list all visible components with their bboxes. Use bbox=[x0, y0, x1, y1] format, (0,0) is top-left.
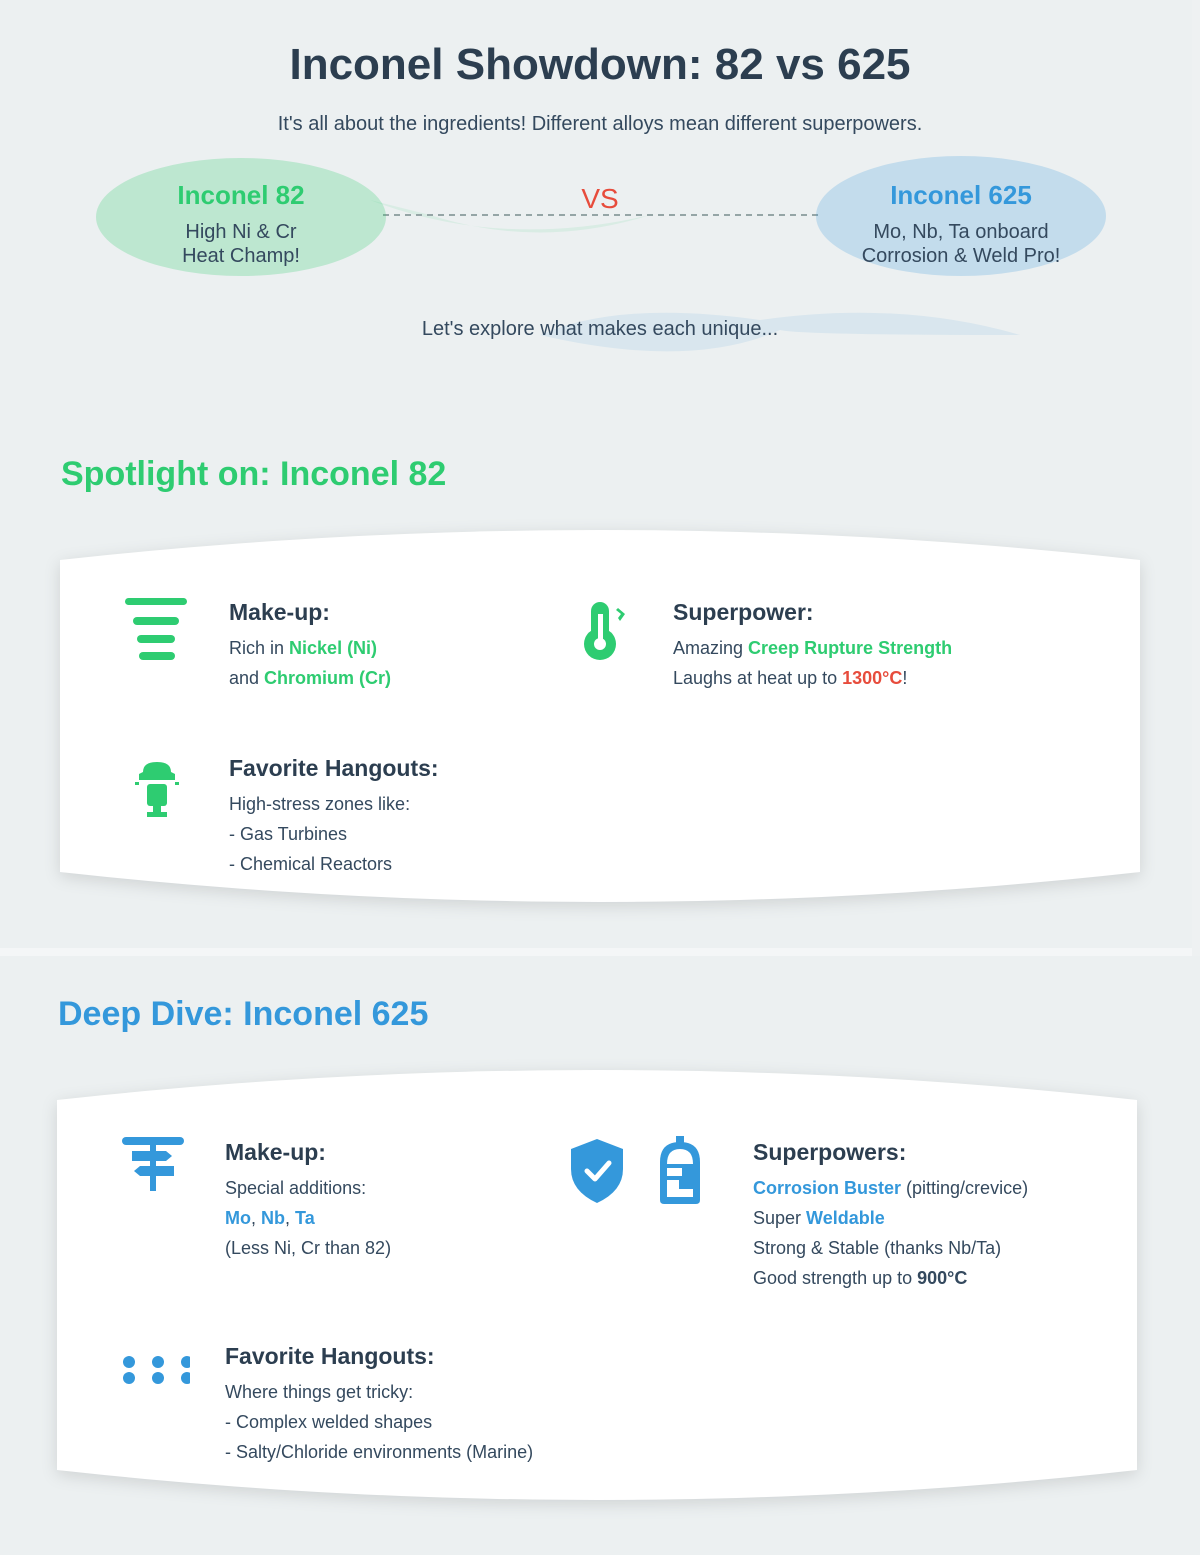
shield-check-icon bbox=[568, 1137, 626, 1205]
section82-title: Spotlight on: Inconel 82 bbox=[61, 455, 447, 493]
superpowers625-l2-pre: Super bbox=[753, 1208, 807, 1228]
makeup625-nb: Nb bbox=[261, 1208, 286, 1228]
makeup625-ta: Ta bbox=[295, 1208, 315, 1228]
makeup82-chromium: Chromium (Cr) bbox=[264, 668, 392, 688]
valve-icon bbox=[133, 760, 181, 820]
list-icon bbox=[125, 597, 187, 663]
superpower82-temp: 1300°C bbox=[842, 668, 903, 688]
superpowers625-l3: Strong & Stable (thanks Nb/Ta) bbox=[753, 1238, 1002, 1258]
makeup625-l3: (Less Ni, Cr than 82) bbox=[225, 1238, 392, 1258]
superpower82-l1-pre: Amazing bbox=[673, 638, 749, 658]
superpower82-l2-pre: Laughs at heat up to bbox=[673, 668, 843, 688]
section625-hangouts-text bbox=[225, 1377, 645, 1467]
section82-makeup-title: Make-up: bbox=[229, 599, 330, 625]
section625-makeup-title: Make-up: bbox=[225, 1139, 326, 1165]
section82-superpower-title: Superpower: bbox=[673, 599, 814, 625]
section625-superpowers-text bbox=[753, 1173, 1133, 1293]
section-divider bbox=[0, 948, 1200, 956]
hangouts82-line: High-stress zones like: bbox=[229, 794, 411, 814]
section625-hangouts-title: Favorite Hangouts: bbox=[225, 1343, 435, 1369]
vs-label: VS bbox=[581, 183, 619, 214]
section625-title: Deep Dive: Inconel 625 bbox=[58, 995, 429, 1033]
thermometer-icon bbox=[580, 600, 632, 664]
page-title: Inconel Showdown: 82 vs 625 bbox=[289, 40, 911, 89]
hangouts625-line: - Complex welded shapes bbox=[225, 1412, 433, 1432]
alloy82-badge-line1: High Ni & Cr bbox=[185, 221, 297, 243]
dots-icon bbox=[120, 1355, 190, 1387]
makeup625-l1: Special additions: bbox=[225, 1178, 367, 1198]
section82-superpower-text bbox=[673, 633, 1073, 693]
section625-makeup-text bbox=[225, 1173, 545, 1263]
section82-hangouts-text bbox=[229, 789, 629, 879]
alloy82-badge-line2: Heat Champ! bbox=[182, 245, 300, 267]
alloy625-badge-line2: Corrosion & Weld Pro! bbox=[861, 245, 1061, 267]
section625-superpowers-title: Superpowers: bbox=[753, 1139, 907, 1165]
superpowers625-l1-post: (pitting/crevice) bbox=[901, 1178, 1029, 1198]
makeup82-l1-pre: Rich in bbox=[229, 638, 290, 658]
makeup625-sep: , bbox=[285, 1208, 296, 1228]
makeup625-sep: , bbox=[251, 1208, 262, 1228]
hangouts625-line: Where things get tricky: bbox=[225, 1382, 414, 1402]
superpower82-l2-post: ! bbox=[902, 668, 908, 688]
signpost-icon bbox=[122, 1137, 184, 1193]
section82-makeup-text bbox=[229, 633, 549, 693]
makeup82-l2-pre: and bbox=[229, 668, 265, 688]
superpowers625-corrosion: Corrosion Buster bbox=[753, 1178, 902, 1198]
right-edge-band bbox=[1192, 0, 1200, 956]
alloy625-badge-name: Inconel 625 bbox=[890, 180, 1032, 210]
alloy625-badge-line1: Mo, Nb, Ta onboard bbox=[873, 221, 1049, 243]
hangouts82-line: - Chemical Reactors bbox=[229, 854, 393, 874]
makeup625-mo: Mo bbox=[225, 1208, 251, 1228]
tank-icon bbox=[656, 1136, 704, 1206]
explore-caption: Let's explore what makes each unique... bbox=[421, 318, 779, 340]
makeup82-nickel: Nickel (Ni) bbox=[289, 638, 378, 658]
section82-hangouts-title: Favorite Hangouts: bbox=[229, 755, 439, 781]
superpowers625-weldable: Weldable bbox=[806, 1208, 885, 1228]
page-subtitle: It's all about the ingredients! Different alloys mean different superpowers. bbox=[277, 113, 923, 135]
alloy82-badge-name: Inconel 82 bbox=[177, 180, 305, 210]
superpower82-creep: Creep Rupture Strength bbox=[748, 638, 953, 658]
hangouts625-line: - Salty/Chloride environments (Marine) bbox=[225, 1442, 534, 1462]
hangouts82-line: - Gas Turbines bbox=[229, 824, 348, 844]
superpowers625-l4-pre: Good strength up to bbox=[753, 1268, 918, 1288]
superpowers625-temp: 900°C bbox=[917, 1268, 968, 1288]
